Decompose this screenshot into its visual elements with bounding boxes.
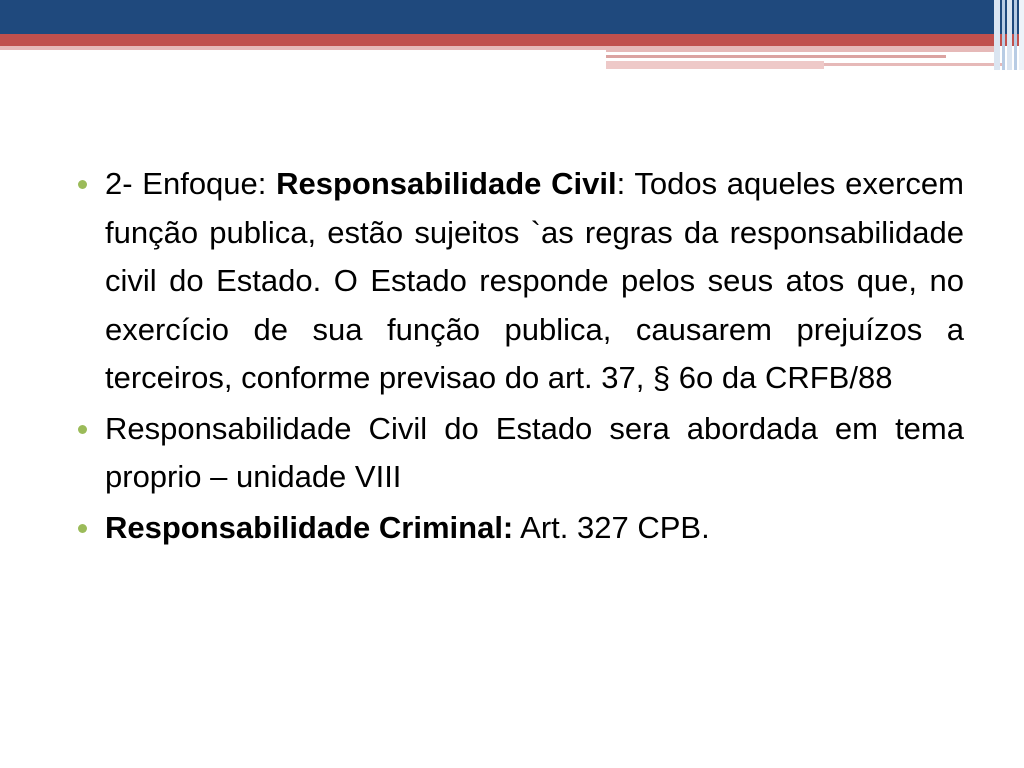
bullet-list <box>78 160 964 552</box>
header-stripe <box>824 63 1004 66</box>
header-vertical-bar <box>1014 0 1017 70</box>
header-stripe <box>606 61 824 69</box>
bullet-text: Responsabilidade Civil do Estado sera abordada em tema proprio – unidade VIII <box>105 410 964 494</box>
header-vertical-bar <box>1002 0 1005 70</box>
bullet-bold-term: Responsabilidade Criminal: <box>105 509 514 545</box>
header-vertical-bar <box>994 0 1000 70</box>
header-decoration <box>0 0 1024 80</box>
bullet-icon <box>78 425 87 434</box>
bullet-text: Art. 327 CPB. <box>513 509 710 545</box>
header-red-band <box>0 34 1024 46</box>
bullet-item-responsabilidade-criminal <box>78 504 964 553</box>
bullet-text: : Todos aqueles exercem função publica, estão sujeitos `as regras da responsabilidade civil do Estado. O Estado responde pelos seus atos que, no exercício de sua função publica, causarem prejuízos a terceiros, conforme previsao do art. 37, § 6o da CRFB/88 <box>105 166 964 395</box>
bullet-icon <box>78 524 87 533</box>
header-stripe <box>606 55 946 58</box>
bullet-bold-term: Responsabilidade Civil <box>276 166 617 201</box>
header-vertical-bar <box>1007 0 1012 70</box>
header-vertical-bar <box>1019 0 1024 70</box>
bullet-icon <box>78 180 87 189</box>
slide-content <box>78 160 964 554</box>
bullet-item-responsabilidade-civil <box>78 160 964 403</box>
header-blue-band <box>0 0 1024 34</box>
bullet-prefix: 2- Enfoque: <box>105 166 277 201</box>
bullet-item-unidade-viii <box>78 405 964 502</box>
header-stripe <box>606 46 996 52</box>
header-pink-band <box>0 46 608 50</box>
